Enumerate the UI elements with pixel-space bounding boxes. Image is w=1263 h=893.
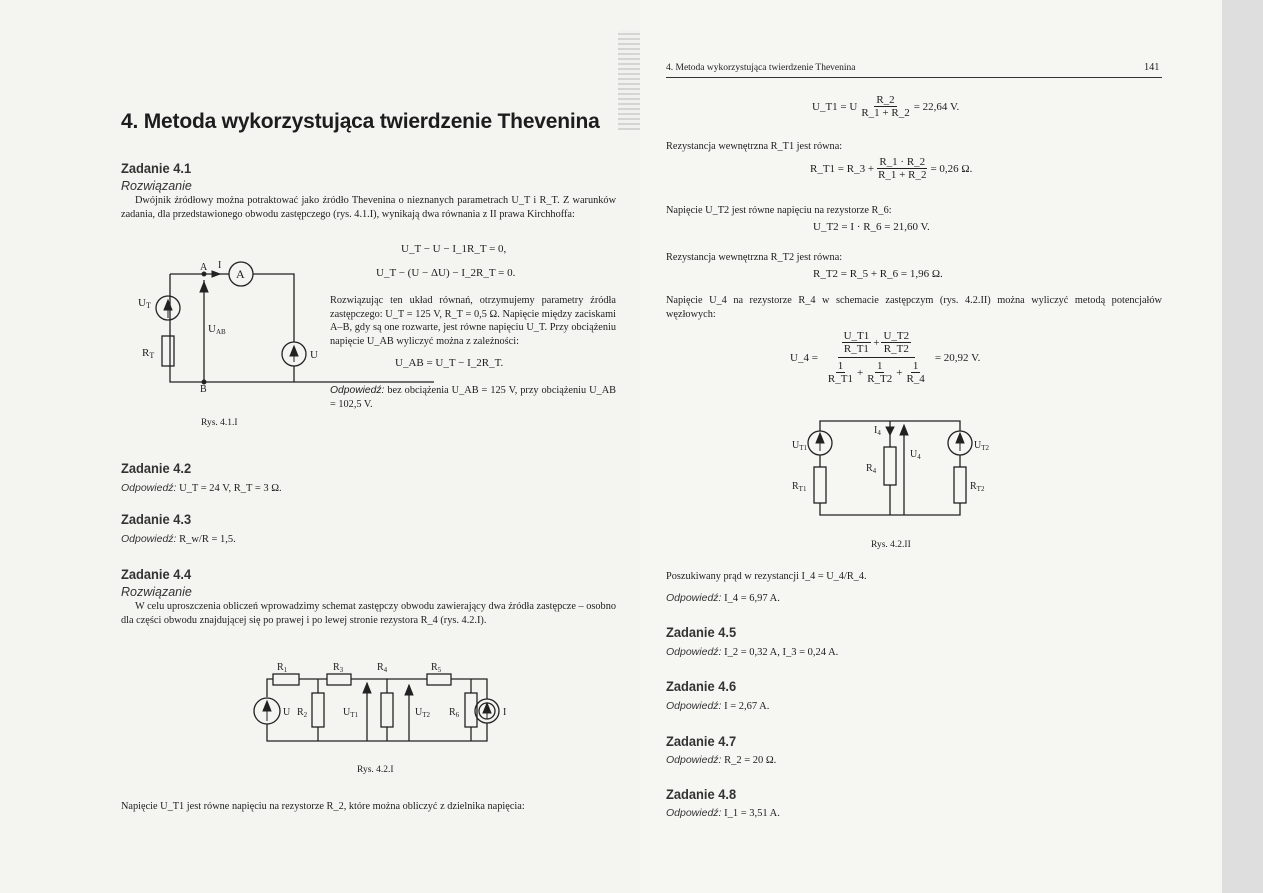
fig41-ammeter-label: A	[236, 267, 245, 281]
task-4-2-answer-text: U_T = 24 V, R_T = 3 Ω.	[179, 483, 282, 494]
equation-rt2: R_T2 = R_5 + R_6 = 1,96 Ω.	[813, 268, 943, 280]
fig41-label-a: A	[200, 262, 208, 273]
eq-u4-b3: 1	[912, 360, 919, 372]
fig42-label-r1: $R_1$	[277, 662, 288, 674]
equation-ut1	[812, 94, 959, 119]
fig422-label-ut2: $U_{T2}$	[974, 440, 990, 452]
eq-u4-d2: R_T2	[883, 343, 909, 355]
text-u4: Napięcie U_4 na rezystorze R_4 w schemacie zastępczym (rys. 4.2.II) można wyliczyć metodą potencjałów węzłowych:	[666, 295, 1162, 320]
task-4-1-paragraph-2: Rozwiązując ten układ równań, otrzymujemy parametry źródła zastępczego: U_T = 125 V, R_T = 0,5 Ω. Napięcie między zaciskami A–B, gdy są one rozwarte, jest równe napięciu U_T. Przy obciążeniu napięcie U_AB wyliczyć można z zależności:	[330, 295, 616, 347]
task-4-3-heading: Zadanie 4.3	[121, 511, 192, 527]
eq-u4-e1: R_T1	[827, 373, 853, 385]
task-4-7-answer-text: R_2 = 20 Ω.	[724, 755, 777, 766]
answer-4-4-text: I_4 = 6,97 A.	[724, 593, 780, 604]
task-4-8-answer	[666, 807, 780, 819]
right-page	[640, 0, 1222, 893]
text-rt1: Rezystancja wewnętrzna R_T1 jest równa:	[666, 141, 843, 152]
fig422-label-u4: $U_4$	[910, 449, 921, 461]
task-4-4-heading: Zadanie 4.4	[121, 566, 192, 582]
eq-rt1-numerator: R_1 · R_2	[879, 156, 926, 168]
eq-rt1-denominator: R_1 + R_2	[878, 169, 927, 181]
text-ut2: Napięcie U_T2 jest równe napięciu na rezystorze R_6:	[666, 205, 892, 216]
task-4-4-paragraph-2: Napięcie U_T1 jest równe napięciu na rezystorze R_2, które można obliczyć z dzielnika napięcia:	[121, 801, 525, 812]
task-4-6-answer-label: Odpowiedź:	[666, 700, 722, 712]
eq-u4-e2: R_T2	[867, 373, 893, 385]
eq-u4-numerator	[838, 330, 916, 358]
text-rt2: Rezystancja wewnętrzna R_T2 jest równa:	[666, 252, 843, 263]
fig422-label-r4: $R_4$	[866, 463, 877, 475]
fig42-label-ut2: $U_{T2}$	[415, 707, 431, 719]
task-4-4-solution-label: Rozwiązanie	[121, 585, 192, 599]
task-4-7-heading: Zadanie 4.7	[666, 733, 737, 749]
task-4-1-answer-label: Odpowiedź:	[330, 385, 385, 396]
fig42-label-r4: $R_4$	[377, 662, 388, 674]
chapter-title: 4. Metoda wykorzystująca twierdzenie Thevenina	[121, 110, 600, 133]
running-header: 4. Metoda wykorzystująca twierdzenie Thevenina	[666, 63, 856, 73]
eq-u4-b-frac3	[904, 360, 926, 385]
fig41-label-b: B	[200, 384, 207, 395]
eq-u4-plus-1: +	[873, 336, 880, 349]
task-4-5-answer-label: Odpowiedź:	[666, 646, 722, 658]
task-4-5-answer-text: I_2 = 0,32 A, I_3 = 0,24 A.	[724, 647, 839, 658]
figure-4-2-ii-circuit	[790, 413, 990, 523]
eq-u4-b1: 1	[837, 360, 844, 372]
task-4-3-answer	[121, 533, 236, 545]
fig42-label-r5: $R_5$	[431, 662, 442, 674]
task-4-1-paragraph-1: Dwójnik źródłowy można potraktować jako źródło Thevenina o nieznanych parametrach U_T i R_T. Z warunków zadania, dla przedstawionego obwodu zastępczego (rys. 4.1.I), wynikają dwa równania z II prawa Kirchhoffa:	[121, 195, 616, 220]
task-4-1-heading: Zadanie 4.1	[121, 160, 192, 176]
answer-4-4-label: Odpowiedź:	[666, 592, 722, 604]
task-4-5-answer	[666, 646, 838, 658]
text-i4: Poszukiwany prąd w rezystancji I_4 = U_4/R_4.	[666, 571, 867, 582]
task-4-3-answer-text: R_w/R = 1,5.	[179, 534, 236, 545]
task-4-1-solution-label: Rozwiązanie	[121, 179, 192, 193]
fig42-label-i: I	[503, 707, 507, 718]
equation-ut2: U_T2 = I · R_6 = 21,60 V.	[813, 221, 930, 233]
task-4-2-heading: Zadanie 4.2	[121, 460, 192, 476]
page-number: 141	[1144, 62, 1160, 73]
task-4-1-answer	[330, 384, 616, 411]
fig41-label-uab: UAB	[208, 323, 226, 336]
task-4-1-equation-3: U_AB = U_T − I_2R_T.	[395, 357, 504, 369]
fig41-label-u: U	[310, 349, 318, 361]
eq-ut1-numerator: R_2	[876, 94, 895, 106]
fig422-label-rt1: $R_{T1}$	[792, 481, 807, 493]
task-4-7-answer	[666, 754, 776, 766]
eq-u4-result: = 20,92 V.	[934, 351, 981, 364]
task-4-1-equation-1: U_T − U − I_1R_T = 0,	[401, 243, 507, 255]
figure-4-2-ii-caption: Rys. 4.2.II	[871, 540, 911, 550]
task-4-6-answer-text: I = 2,67 A.	[724, 701, 770, 712]
fig42-label-r6: $R_6$	[449, 707, 460, 719]
task-4-1-equation-2: U_T − (U − ΔU) − I_2R_T = 0.	[376, 267, 516, 279]
eq-ut1-denominator: R_1 + R_2	[861, 107, 910, 119]
eq-u4-n2: U_T2	[883, 330, 910, 342]
fig42-label-r2: $R_2$	[297, 707, 308, 719]
eq-u4-n-frac1	[842, 330, 872, 355]
task-4-1-answer-text: bez obciążenia U_AB = 125 V, przy obciążeniu U_AB = 102,5 V.	[330, 385, 617, 410]
eq-ut1-result: = 22,64 V.	[913, 100, 960, 113]
eq-u4-plus-2: +	[856, 366, 864, 379]
eq-rt1-lhs: R_T1 = R_3 +	[810, 162, 875, 175]
fig41-label-ut: UT	[138, 297, 151, 310]
eq-ut1-lhs: U_T1 = U	[812, 100, 858, 113]
fig42-label-r3: $R_3$	[333, 662, 344, 674]
fig422-label-i4: $I_4$	[874, 425, 881, 437]
answer-4-4	[666, 592, 780, 604]
eq-u4-lhs: U_4 =	[790, 351, 818, 364]
eq-u4-e3: R_4	[906, 373, 925, 385]
eq-u4-big-fraction	[822, 330, 931, 385]
task-4-8-answer-label: Odpowiedź:	[666, 807, 722, 819]
task-4-2-answer	[121, 482, 282, 494]
task-4-5-heading: Zadanie 4.5	[666, 624, 737, 640]
fig42-label-ut1: $U_{T1}$	[343, 707, 359, 719]
fig422-label-ut1: $U_{T1}$	[792, 440, 808, 452]
task-4-6-answer	[666, 700, 769, 712]
fig41-label-i: I	[218, 260, 222, 271]
fig41-label-rt: RT	[142, 347, 155, 360]
task-4-6-heading: Zadanie 4.6	[666, 678, 737, 694]
equation-u4	[790, 330, 980, 385]
eq-u4-plus-3: +	[896, 366, 903, 379]
figure-4-2-circuit	[247, 662, 527, 755]
task-4-2-answer-label: Odpowiedź:	[121, 482, 177, 494]
eq-u4-d1: R_T1	[843, 343, 869, 355]
task-4-8-heading: Zadanie 4.8	[666, 786, 737, 802]
equation-rt1	[810, 156, 972, 181]
task-4-7-answer-label: Odpowiedź:	[666, 754, 722, 766]
scan-margin	[1222, 0, 1263, 893]
task-4-3-answer-label: Odpowiedź:	[121, 533, 177, 545]
eq-u4-denominator	[822, 358, 931, 385]
eq-u4-n-frac2	[881, 330, 911, 355]
figure-4-2-caption: Rys. 4.2.I	[357, 765, 394, 775]
gutter-shadow	[618, 30, 640, 130]
eq-u4-b-frac1	[826, 360, 855, 385]
eq-u4-b2: 1	[876, 360, 883, 372]
task-4-8-answer-text: I_1 = 3,51 A.	[724, 808, 780, 819]
header-rule	[666, 77, 1162, 78]
eq-ut1-fraction	[859, 94, 911, 119]
fig42-label-u: U	[283, 707, 291, 718]
figure-4-1-caption: Rys. 4.1.I	[201, 418, 238, 428]
eq-u4-n1: U_T1	[843, 330, 870, 342]
eq-rt1-fraction	[876, 156, 928, 181]
eq-u4-b-frac2	[865, 360, 894, 385]
fig422-label-rt2: $R_{T2}$	[970, 481, 985, 493]
eq-rt1-result: = 0,26 Ω.	[930, 162, 973, 175]
task-4-4-paragraph-1: W celu uproszczenia obliczeń wprowadzimy schemat zastępczy obwodu zawierający dwa źródła zastępcze – osobno dla części obwodu znajdującej się po prawej i po lewej stronie rezystora R_4 (rys. 4.2.I).	[121, 601, 616, 626]
